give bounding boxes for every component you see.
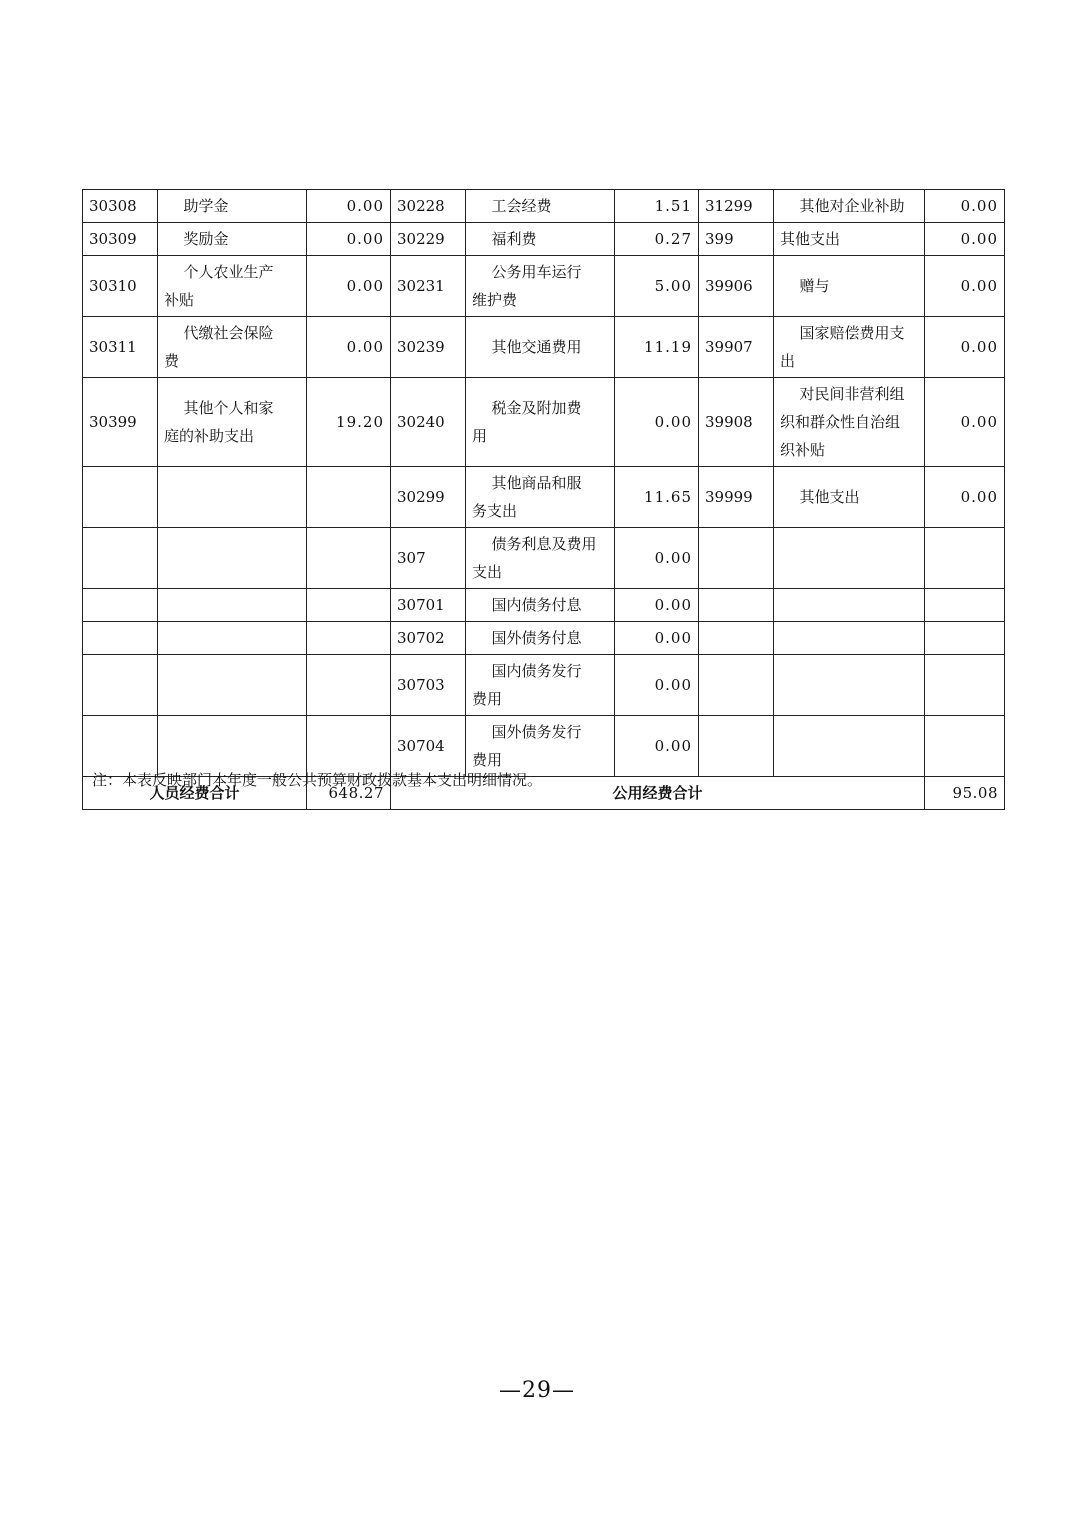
item-name-line: 织补贴 xyxy=(780,441,826,459)
item-amount: 0.00 xyxy=(615,716,699,777)
item-name-line: 务支出 xyxy=(472,502,518,520)
expenditure-detail-table xyxy=(82,189,1005,810)
item-code: 30703 xyxy=(391,655,466,716)
table-row xyxy=(83,528,1005,589)
item-amount: 0.00 xyxy=(307,317,391,378)
item-code xyxy=(83,716,158,777)
item-name xyxy=(466,622,615,655)
item-amount xyxy=(925,589,1005,622)
item-name xyxy=(774,467,925,528)
item-name xyxy=(466,467,615,528)
item-name-line: 福利费 xyxy=(491,230,537,248)
item-name-line: 公务用车运行 xyxy=(491,263,582,281)
item-name xyxy=(466,589,615,622)
table-row xyxy=(83,589,1005,622)
item-code: 30239 xyxy=(391,317,466,378)
item-name-line: 出 xyxy=(780,352,796,370)
item-amount xyxy=(307,589,391,622)
item-name-line: 国内债务付息 xyxy=(491,596,582,614)
item-name xyxy=(466,317,615,378)
item-code xyxy=(83,528,158,589)
item-code: 30310 xyxy=(83,256,158,317)
item-name xyxy=(466,378,615,467)
item-name xyxy=(466,528,615,589)
item-code: 30229 xyxy=(391,223,466,256)
item-code xyxy=(83,655,158,716)
item-code xyxy=(699,528,774,589)
item-name-line: 国内债务发行 xyxy=(491,662,582,680)
item-code: 30240 xyxy=(391,378,466,467)
item-name xyxy=(158,716,307,777)
item-amount: 0.00 xyxy=(925,223,1005,256)
item-code: 30231 xyxy=(391,256,466,317)
item-name-line: 代缴社会保险 xyxy=(183,324,274,342)
item-amount: 0.00 xyxy=(925,190,1005,223)
table-row xyxy=(83,190,1005,223)
item-code xyxy=(699,716,774,777)
table-row xyxy=(83,716,1005,777)
item-amount xyxy=(925,716,1005,777)
item-code xyxy=(83,467,158,528)
table-row xyxy=(83,378,1005,467)
item-name-line: 支出 xyxy=(472,563,503,581)
item-name xyxy=(158,528,307,589)
item-name-line: 对民间非营利组 xyxy=(799,385,905,403)
item-amount xyxy=(925,655,1005,716)
item-name-line: 费用 xyxy=(472,751,503,769)
item-name xyxy=(774,622,925,655)
item-amount: 1.51 xyxy=(615,190,699,223)
item-amount: 0.00 xyxy=(307,223,391,256)
item-name xyxy=(774,655,925,716)
item-name-line: 其他对企业补助 xyxy=(799,197,905,215)
public-total-label: 公用经费合计 xyxy=(391,777,925,810)
item-name-line: 税金及附加费 xyxy=(491,399,582,417)
table-body xyxy=(83,190,1005,777)
table-row xyxy=(83,467,1005,528)
item-amount: 0.00 xyxy=(925,317,1005,378)
item-name xyxy=(774,223,925,256)
item-name xyxy=(774,378,925,467)
item-name xyxy=(158,622,307,655)
item-amount: 0.00 xyxy=(615,589,699,622)
table-row xyxy=(83,655,1005,716)
item-name-line: 债务利息及费用 xyxy=(491,535,597,553)
table-row xyxy=(83,223,1005,256)
item-amount: 19.20 xyxy=(307,378,391,467)
item-name-line: 国外债务付息 xyxy=(491,629,582,647)
item-amount: 5.00 xyxy=(615,256,699,317)
item-amount xyxy=(307,622,391,655)
item-amount: 0.27 xyxy=(615,223,699,256)
item-name xyxy=(774,317,925,378)
item-code: 30299 xyxy=(391,467,466,528)
public-total-value: 95.08 xyxy=(925,777,1005,810)
item-amount: 0.00 xyxy=(615,528,699,589)
item-name xyxy=(466,256,615,317)
item-name xyxy=(158,317,307,378)
item-amount: 0.00 xyxy=(307,190,391,223)
item-name xyxy=(774,190,925,223)
item-code: 39906 xyxy=(699,256,774,317)
item-name xyxy=(158,589,307,622)
item-name-line: 维护费 xyxy=(472,291,518,309)
personnel-total-value: 648.27 xyxy=(307,777,391,810)
item-name xyxy=(158,467,307,528)
item-code: 399 xyxy=(699,223,774,256)
item-code xyxy=(699,589,774,622)
item-code: 30311 xyxy=(83,317,158,378)
item-name-line: 赠与 xyxy=(799,277,830,295)
item-amount: 11.19 xyxy=(615,317,699,378)
item-code xyxy=(699,655,774,716)
item-code: 30701 xyxy=(391,589,466,622)
item-code xyxy=(699,622,774,655)
item-name xyxy=(774,716,925,777)
item-name xyxy=(466,716,615,777)
item-name xyxy=(158,223,307,256)
item-amount xyxy=(307,716,391,777)
item-amount xyxy=(307,528,391,589)
table-row xyxy=(83,622,1005,655)
item-name-line: 工会经费 xyxy=(491,197,552,215)
item-name-line: 其他支出 xyxy=(799,488,860,506)
item-code: 31299 xyxy=(699,190,774,223)
item-name-line: 奖励金 xyxy=(183,230,229,248)
item-code: 307 xyxy=(391,528,466,589)
table-row xyxy=(83,256,1005,317)
item-name-line: 个人农业生产 xyxy=(183,263,274,281)
item-code: 30704 xyxy=(391,716,466,777)
item-amount: 0.00 xyxy=(925,256,1005,317)
item-name-line: 助学金 xyxy=(183,197,229,215)
item-name xyxy=(158,378,307,467)
item-name-line: 国外债务发行 xyxy=(491,723,582,741)
item-code: 30702 xyxy=(391,622,466,655)
item-name-line: 补贴 xyxy=(164,291,195,309)
item-name xyxy=(774,528,925,589)
personnel-total-label: 人员经费合计 xyxy=(83,777,307,810)
page-number: —29— xyxy=(499,1378,575,1403)
item-name-line: 费用 xyxy=(472,690,503,708)
item-name-line: 其他商品和服 xyxy=(491,474,582,492)
item-name-line: 庭的补助支出 xyxy=(164,427,255,445)
item-code: 39908 xyxy=(699,378,774,467)
item-name-line: 用 xyxy=(472,427,488,445)
item-amount: 11.65 xyxy=(615,467,699,528)
item-code: 30308 xyxy=(83,190,158,223)
item-name xyxy=(158,655,307,716)
item-code: 30399 xyxy=(83,378,158,467)
item-amount xyxy=(925,622,1005,655)
item-name xyxy=(774,589,925,622)
item-amount: 0.00 xyxy=(307,256,391,317)
item-code: 39907 xyxy=(699,317,774,378)
item-name-line: 费 xyxy=(164,352,180,370)
item-name-line: 其他交通费用 xyxy=(491,338,582,356)
item-name-line: 其他个人和家 xyxy=(183,399,274,417)
item-name-line: 国家赔偿费用支 xyxy=(799,324,905,342)
item-name xyxy=(466,655,615,716)
item-amount xyxy=(925,528,1005,589)
item-amount xyxy=(307,655,391,716)
item-name-line: 织和群众性自治组 xyxy=(780,413,901,431)
item-name xyxy=(466,190,615,223)
item-amount: 0.00 xyxy=(925,378,1005,467)
item-amount: 0.00 xyxy=(925,467,1005,528)
item-name xyxy=(774,256,925,317)
table-note: 注：本表反映部门本年度一般公共预算财政拨款基本支出明细情况。 xyxy=(92,771,543,789)
item-code xyxy=(83,589,158,622)
item-amount: 0.00 xyxy=(615,622,699,655)
item-code: 30228 xyxy=(391,190,466,223)
item-name xyxy=(158,190,307,223)
item-code xyxy=(83,622,158,655)
item-amount: 0.00 xyxy=(615,378,699,467)
item-code: 30309 xyxy=(83,223,158,256)
table-row xyxy=(83,317,1005,378)
item-name xyxy=(158,256,307,317)
item-code: 39999 xyxy=(699,467,774,528)
item-amount xyxy=(307,467,391,528)
item-name-line: 其他支出 xyxy=(780,230,841,248)
item-amount: 0.00 xyxy=(615,655,699,716)
item-name xyxy=(466,223,615,256)
